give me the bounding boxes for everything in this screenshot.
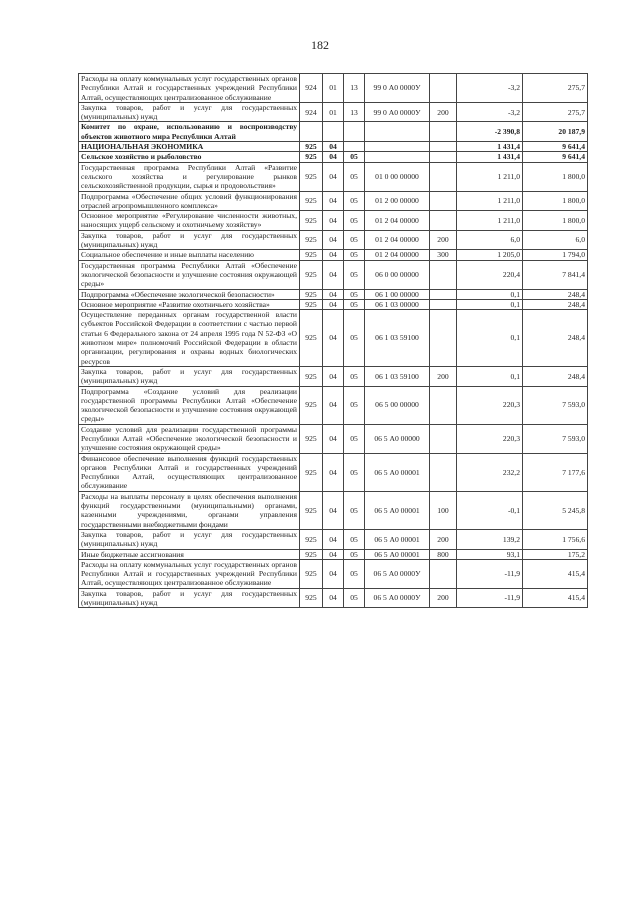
row-name-cell: Закупка товаров, работ и услуг для государственных (муниципальных) нужд [79, 102, 300, 122]
table-row [79, 230, 588, 250]
total-amount-cell: 415,4 [523, 559, 588, 588]
expense-type-cell [430, 142, 457, 152]
target-article-cell: 01 2 04 00000 [365, 230, 430, 250]
total-amount-cell: 1 794,0 [523, 250, 588, 260]
ministry-code-cell: 925 [300, 142, 323, 152]
table-row [79, 529, 588, 549]
table-row [79, 250, 588, 260]
ministry-code-cell: 925 [300, 211, 323, 231]
table-row [79, 588, 588, 608]
ministry-code-cell: 925 [300, 152, 323, 162]
ministry-code-cell: 925 [300, 289, 323, 299]
row-name-cell: Государственная программа Республики Алтай «Обеспечение экологической безопасности и улучшение состояния окружающей среды» [79, 260, 300, 289]
table-row [79, 191, 588, 211]
table-row [79, 142, 588, 152]
table-row [79, 211, 588, 231]
table-row [79, 491, 588, 529]
target-article-cell: 01 0 00 00000 [365, 162, 430, 191]
expense-type-cell [430, 162, 457, 191]
expense-type-cell: 100 [430, 491, 457, 529]
total-amount-cell: 248,4 [523, 299, 588, 309]
total-amount-cell: 7 593,0 [523, 386, 588, 424]
expense-type-cell: 800 [430, 549, 457, 559]
row-name-cell: Иные бюджетные ассигнования [79, 549, 300, 559]
expense-type-cell: 200 [430, 529, 457, 549]
expense-type-cell: 200 [430, 588, 457, 608]
row-name-cell: Закупка товаров, работ и услуг для государственных (муниципальных) нужд [79, 230, 300, 250]
ministry-code-cell: 925 [300, 310, 323, 367]
table-row [79, 559, 588, 588]
subsection-code-cell: 05 [344, 453, 365, 491]
ministry-code-cell: 924 [300, 74, 323, 103]
target-article-cell: 06 1 03 59100 [365, 366, 430, 386]
expense-type-cell [430, 191, 457, 211]
row-name-cell: Закупка товаров, работ и услуг для государственных (муниципальных) нужд [79, 529, 300, 549]
change-amount-cell: 0,1 [457, 310, 523, 367]
total-amount-cell: 9 641,4 [523, 152, 588, 162]
table-row [79, 299, 588, 309]
subsection-code-cell: 05 [344, 424, 365, 453]
section-code-cell: 04 [323, 310, 344, 367]
total-amount-cell: 1 756,6 [523, 529, 588, 549]
expense-type-cell: 200 [430, 366, 457, 386]
page-number: 182 [311, 38, 329, 52]
subsection-code-cell: 05 [344, 230, 365, 250]
target-article-cell: 06 5 А0 00001 [365, 491, 430, 529]
total-amount-cell: 248,4 [523, 310, 588, 367]
target-article-cell: 06 5 А0 0000У [365, 559, 430, 588]
change-amount-cell: 1 205,0 [457, 250, 523, 260]
subsection-code-cell: 05 [344, 211, 365, 231]
change-amount-cell: 232,2 [457, 453, 523, 491]
change-amount-cell: -2 390,8 [457, 122, 523, 142]
subsection-code-cell: 05 [344, 386, 365, 424]
total-amount-cell: 1 800,0 [523, 211, 588, 231]
ministry-code-cell: 925 [300, 453, 323, 491]
total-amount-cell: 275,7 [523, 74, 588, 103]
total-amount-cell: 7 841,4 [523, 260, 588, 289]
row-name-cell: Сельское хозяйство и рыболовство [79, 152, 300, 162]
subsection-code-cell: 05 [344, 299, 365, 309]
total-amount-cell: 9 641,4 [523, 142, 588, 152]
total-amount-cell: 1 800,0 [523, 162, 588, 191]
expense-type-cell [430, 559, 457, 588]
table-row [79, 424, 588, 453]
subsection-code-cell: 05 [344, 191, 365, 211]
total-amount-cell: 7 177,6 [523, 453, 588, 491]
change-amount-cell: -3,2 [457, 74, 523, 103]
change-amount-cell: 1 431,4 [457, 142, 523, 152]
ministry-code-cell: 925 [300, 366, 323, 386]
subsection-code-cell [344, 122, 365, 142]
subsection-code-cell: 05 [344, 491, 365, 529]
change-amount-cell: 93,1 [457, 549, 523, 559]
change-amount-cell: 1 211,0 [457, 191, 523, 211]
target-article-cell: 06 0 00 00000 [365, 260, 430, 289]
row-name-cell: Основное мероприятие «Развитие охотничьего хозяйства» [79, 299, 300, 309]
subsection-code-cell: 05 [344, 289, 365, 299]
ministry-code-cell: 925 [300, 559, 323, 588]
target-article-cell [365, 122, 430, 142]
change-amount-cell: -11,9 [457, 588, 523, 608]
change-amount-cell: 0,1 [457, 289, 523, 299]
row-name-cell: Подпрограмма «Создание условий для реализации государственной программы Республики Алтай «Обеспечение экологической безопасности и улучшение состояния окружающей среды» [79, 386, 300, 424]
section-code-cell: 04 [323, 386, 344, 424]
table-row [79, 260, 588, 289]
target-article-cell: 06 5 А0 00001 [365, 453, 430, 491]
change-amount-cell: 0,1 [457, 366, 523, 386]
section-code-cell: 04 [323, 299, 344, 309]
target-article-cell: 06 5 00 00000 [365, 386, 430, 424]
expense-type-cell [430, 122, 457, 142]
section-code-cell [323, 122, 344, 142]
table-row [79, 289, 588, 299]
change-amount-cell: 6,0 [457, 230, 523, 250]
section-code-cell: 04 [323, 424, 344, 453]
ministry-code-cell [300, 122, 323, 142]
total-amount-cell: 7 593,0 [523, 424, 588, 453]
change-amount-cell: 1 211,0 [457, 211, 523, 231]
change-amount-cell: -0,1 [457, 491, 523, 529]
target-article-cell [365, 152, 430, 162]
target-article-cell: 01 2 04 00000 [365, 211, 430, 231]
subsection-code-cell: 05 [344, 162, 365, 191]
section-code-cell: 04 [323, 260, 344, 289]
section-code-cell: 04 [323, 366, 344, 386]
section-code-cell: 01 [323, 74, 344, 103]
target-article-cell: 06 1 03 59100 [365, 310, 430, 367]
subsection-code-cell: 05 [344, 529, 365, 549]
expense-type-cell [430, 424, 457, 453]
ministry-code-cell: 925 [300, 250, 323, 260]
target-article-cell: 06 5 А0 00000 [365, 424, 430, 453]
subsection-code-cell: 05 [344, 260, 365, 289]
change-amount-cell: 220,4 [457, 260, 523, 289]
expense-type-cell: 200 [430, 230, 457, 250]
section-code-cell: 04 [323, 549, 344, 559]
change-amount-cell: -3,2 [457, 102, 523, 122]
ministry-code-cell: 925 [300, 491, 323, 529]
total-amount-cell: 1 800,0 [523, 191, 588, 211]
target-article-cell: 99 0 А0 0000У [365, 74, 430, 103]
subsection-code-cell: 05 [344, 559, 365, 588]
row-name-cell: Расходы на оплату коммунальных услуг государственных органов Республики Алтай и государственных учреждений Республики Алтай, осуществляющих централизованное обслуживание [79, 559, 300, 588]
ministry-code-cell: 925 [300, 549, 323, 559]
target-article-cell: 06 1 03 00000 [365, 299, 430, 309]
expense-type-cell [430, 453, 457, 491]
expense-type-cell [430, 211, 457, 231]
row-name-cell: Государственная программа Республики Алтай «Развитие сельского хозяйства и регулирование рынков сельскохозяйственной продукции, сырья и продовольствия» [79, 162, 300, 191]
expense-type-cell [430, 289, 457, 299]
section-code-cell: 01 [323, 102, 344, 122]
budget-table [78, 73, 588, 608]
table-row [79, 386, 588, 424]
row-name-cell: Подпрограмма «Обеспечение экологической безопасности» [79, 289, 300, 299]
ministry-code-cell: 925 [300, 529, 323, 549]
change-amount-cell: 0,1 [457, 299, 523, 309]
target-article-cell: 06 5 А0 00001 [365, 549, 430, 559]
target-article-cell: 06 5 А0 0000У [365, 588, 430, 608]
target-article-cell: 06 1 00 00000 [365, 289, 430, 299]
row-name-cell: Комитет по охране, использованию и воспроизводству объектов животного мира Республики Алтай [79, 122, 300, 142]
subsection-code-cell: 13 [344, 74, 365, 103]
row-name-cell: Закупка товаров, работ и услуг для государственных (муниципальных) нужд [79, 366, 300, 386]
section-code-cell: 04 [323, 453, 344, 491]
ministry-code-cell: 925 [300, 260, 323, 289]
row-name-cell: Расходы на оплату коммунальных услуг государственных органов Республики Алтай и государственных учреждений Республики Алтай, осуществляющих централизованное обслуживание [79, 74, 300, 103]
target-article-cell: 06 5 А0 00001 [365, 529, 430, 549]
ministry-code-cell: 925 [300, 588, 323, 608]
expense-type-cell: 300 [430, 250, 457, 260]
change-amount-cell: -11,9 [457, 559, 523, 588]
total-amount-cell: 5 245,8 [523, 491, 588, 529]
section-code-cell: 04 [323, 211, 344, 231]
section-code-cell: 04 [323, 162, 344, 191]
table-row [79, 162, 588, 191]
total-amount-cell: 20 187,9 [523, 122, 588, 142]
table-row [79, 122, 588, 142]
table-row [79, 453, 588, 491]
total-amount-cell: 415,4 [523, 588, 588, 608]
target-article-cell: 99 0 А0 0000У [365, 102, 430, 122]
total-amount-cell: 175,2 [523, 549, 588, 559]
ministry-code-cell: 925 [300, 162, 323, 191]
row-name-cell: НАЦИОНАЛЬНАЯ ЭКОНОМИКА [79, 142, 300, 152]
expense-type-cell [430, 152, 457, 162]
total-amount-cell: 248,4 [523, 366, 588, 386]
budget-table-body [79, 74, 588, 608]
change-amount-cell: 220,3 [457, 386, 523, 424]
change-amount-cell: 1 431,4 [457, 152, 523, 162]
change-amount-cell: 1 211,0 [457, 162, 523, 191]
subsection-code-cell: 05 [344, 549, 365, 559]
ministry-code-cell: 924 [300, 102, 323, 122]
expense-type-cell [430, 299, 457, 309]
section-code-cell: 04 [323, 529, 344, 549]
row-name-cell: Создание условий для реализации государственной программы Республики Алтай «Обеспечение экологической безопасности и улучшение состояния окружающей среды» [79, 424, 300, 453]
ministry-code-cell: 925 [300, 191, 323, 211]
subsection-code-cell: 13 [344, 102, 365, 122]
expense-type-cell [430, 74, 457, 103]
subsection-code-cell: 05 [344, 588, 365, 608]
expense-type-cell [430, 310, 457, 367]
row-name-cell: Подпрограмма «Обеспечение общих условий функционирования отраслей агропромышленного комплекса» [79, 191, 300, 211]
target-article-cell: 01 2 04 00000 [365, 250, 430, 260]
section-code-cell: 04 [323, 588, 344, 608]
subsection-code-cell: 05 [344, 366, 365, 386]
change-amount-cell: 139,2 [457, 529, 523, 549]
section-code-cell: 04 [323, 191, 344, 211]
table-row [79, 366, 588, 386]
table-row [79, 152, 588, 162]
table-row [79, 310, 588, 367]
section-code-cell: 04 [323, 559, 344, 588]
total-amount-cell: 275,7 [523, 102, 588, 122]
ministry-code-cell: 925 [300, 386, 323, 424]
table-row [79, 102, 588, 122]
target-article-cell: 01 2 00 00000 [365, 191, 430, 211]
row-name-cell: Расходы на выплаты персоналу в целях обеспечения выполнения функций государственными (муниципальными) органами, казенными учреждениями, органами управления государственными внебюджетными фондами [79, 491, 300, 529]
row-name-cell: Основное мероприятие «Регулирование численности животных, наносящих ущерб сельскому и охотничьему хозяйству» [79, 211, 300, 231]
row-name-cell: Осуществление переданных органам государственной власти субъектов Российской Федерации в соответствии с частью первой статьи 6 Федерального закона от 24 апреля 1995 года N 52-ФЗ «О животном мире» полномочий Российской Федерации в области организации, регулирования и охраны водных биологических ресурсов [79, 310, 300, 367]
subsection-code-cell: 05 [344, 250, 365, 260]
change-amount-cell: 220,3 [457, 424, 523, 453]
subsection-code-cell: 05 [344, 310, 365, 367]
target-article-cell [365, 142, 430, 152]
expense-type-cell [430, 260, 457, 289]
total-amount-cell: 248,4 [523, 289, 588, 299]
row-name-cell: Социальное обеспечение и иные выплаты населению [79, 250, 300, 260]
section-code-cell: 04 [323, 250, 344, 260]
total-amount-cell: 6,0 [523, 230, 588, 250]
row-name-cell: Финансовое обеспечение выполнения функций государственных органов Республики Алтай и государственных учреждений Республики Алтай, осуществляющих централизованное обслуживание [79, 453, 300, 491]
section-code-cell: 04 [323, 152, 344, 162]
ministry-code-cell: 925 [300, 230, 323, 250]
row-name-cell: Закупка товаров, работ и услуг для государственных (муниципальных) нужд [79, 588, 300, 608]
expense-type-cell: 200 [430, 102, 457, 122]
section-code-cell: 04 [323, 142, 344, 152]
table-row [79, 74, 588, 103]
subsection-code-cell [344, 142, 365, 152]
table-row [79, 549, 588, 559]
section-code-cell: 04 [323, 230, 344, 250]
ministry-code-cell: 925 [300, 424, 323, 453]
expense-type-cell [430, 386, 457, 424]
subsection-code-cell: 05 [344, 152, 365, 162]
section-code-cell: 04 [323, 289, 344, 299]
section-code-cell: 04 [323, 491, 344, 529]
ministry-code-cell: 925 [300, 299, 323, 309]
